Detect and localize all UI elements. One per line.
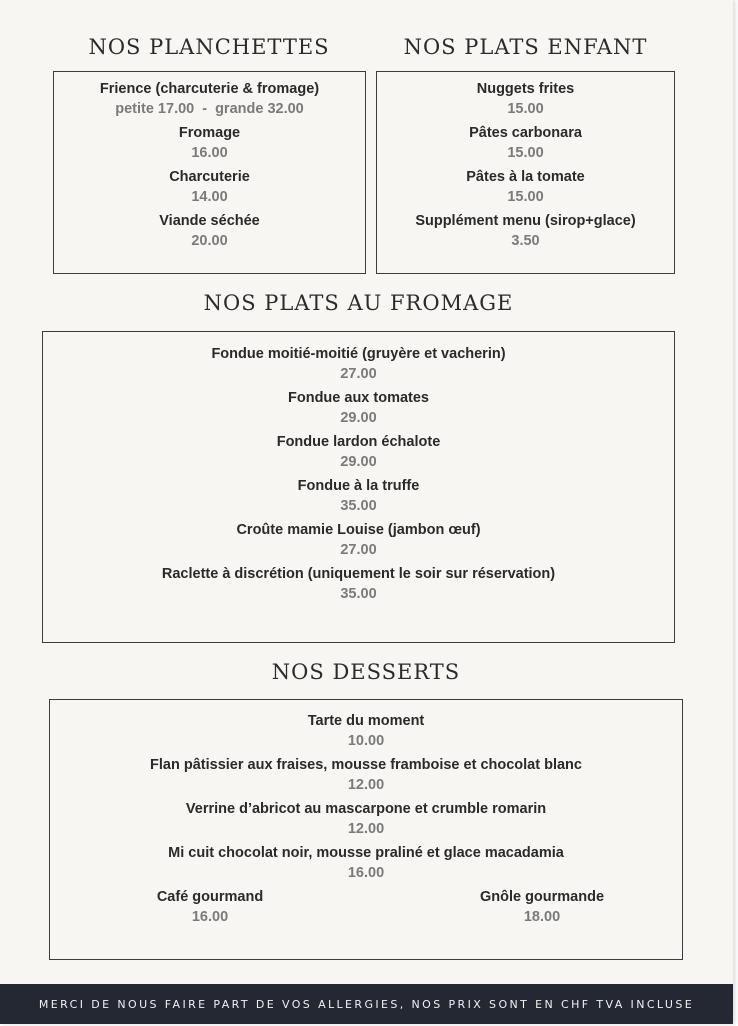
item-name: Pâtes à la tomate xyxy=(466,169,585,185)
menu-item xyxy=(54,211,365,251)
enfant-heading: NOS PLATS ENFANT xyxy=(403,35,648,59)
item-name: Mi cuit chocolat noir, mousse praliné et glace macadamia xyxy=(168,845,564,861)
item-name: Fondue moitié-moitié (gruyère et vacherin) xyxy=(211,346,506,362)
desserts-heading: NOS DESSERTS xyxy=(271,660,461,684)
menu-item xyxy=(50,755,682,795)
item-name: Tarte du moment xyxy=(307,713,425,729)
menu-item xyxy=(377,79,674,119)
item-price: 16.00 xyxy=(347,865,385,881)
menu-item xyxy=(50,843,682,883)
menu-item xyxy=(110,887,310,931)
item-price: 14.00 xyxy=(191,189,228,205)
item-price: 27.00 xyxy=(340,542,377,558)
price-large: grande 32.00 xyxy=(215,101,304,117)
menu-item xyxy=(43,476,674,516)
planchettes-box xyxy=(53,71,366,274)
menu-item xyxy=(50,799,682,839)
dessert-pair-row xyxy=(50,887,682,931)
item-name: Supplément menu (sirop+glace) xyxy=(415,213,636,229)
price-separator: - xyxy=(202,101,208,117)
item-name: Charcuterie xyxy=(169,169,250,185)
menu-item xyxy=(377,211,674,251)
item-price: 27.00 xyxy=(340,366,377,382)
item-name: Fondue lardon échalote xyxy=(276,434,441,450)
menu-item xyxy=(54,123,365,163)
allergy-notice-footer: MERCI DE NOUS FAIRE PART DE VOS ALLERGIES, NOS PRIX SONT EN CHF TVA INCLUSE xyxy=(0,984,733,1024)
planchettes-heading: NOS PLANCHETTES xyxy=(88,35,330,59)
item-name: Gnôle gourmande xyxy=(479,889,605,905)
item-name: Pâtes carbonara xyxy=(469,125,582,141)
item-name: Café gourmand xyxy=(156,889,264,905)
item-name: Viande séchée xyxy=(159,213,260,229)
item-price: 12.00 xyxy=(347,777,385,793)
menu-item xyxy=(43,432,674,472)
item-price-sizes xyxy=(54,99,365,119)
item-price: 29.00 xyxy=(340,410,377,426)
item-name: Fromage xyxy=(178,125,241,141)
item-price: 15.00 xyxy=(507,101,544,117)
item-price: 15.00 xyxy=(507,145,544,161)
item-price: 18.00 xyxy=(523,909,561,925)
menu-item xyxy=(377,167,674,207)
menu-item xyxy=(54,79,365,119)
menu-item xyxy=(43,520,674,560)
fromage-heading: NOS PLATS AU FROMAGE xyxy=(203,291,514,315)
menu-item xyxy=(43,388,674,428)
item-price: 29.00 xyxy=(340,454,377,470)
item-price: 16.00 xyxy=(191,909,229,925)
item-name: Nuggets frites xyxy=(476,81,575,97)
item-name: Fondue à la truffe xyxy=(297,478,420,494)
item-price: 12.00 xyxy=(347,821,385,837)
menu-item xyxy=(442,887,642,931)
price-small: petite 17.00 xyxy=(115,101,195,117)
item-name: Frience (charcuterie & fromage) xyxy=(99,81,320,97)
enfant-box xyxy=(376,71,675,274)
menu-item xyxy=(50,711,682,751)
item-price: 15.00 xyxy=(507,189,544,205)
item-price: 10.00 xyxy=(347,733,385,749)
menu-item xyxy=(54,167,365,207)
item-name: Verrine d’abricot au mascarpone et crumble romarin xyxy=(185,801,547,817)
menu-item xyxy=(43,564,674,604)
item-name: Fondue aux tomates xyxy=(288,390,429,406)
item-price: 3.50 xyxy=(511,233,540,249)
desserts-box xyxy=(49,699,683,960)
menu-item xyxy=(377,123,674,163)
item-name: Flan pâtissier aux fraises, mousse framboise et chocolat blanc xyxy=(150,757,582,773)
item-name: Croûte mamie Louise (jambon œuf) xyxy=(236,522,481,538)
item-name: Raclette à discrétion (uniquement le soir sur réservation) xyxy=(161,566,556,582)
item-price: 35.00 xyxy=(340,498,377,514)
item-price: 35.00 xyxy=(340,586,377,602)
item-price: 20.00 xyxy=(191,233,228,249)
fromage-box xyxy=(42,331,675,643)
item-price: 16.00 xyxy=(191,145,228,161)
menu-item xyxy=(43,344,674,384)
